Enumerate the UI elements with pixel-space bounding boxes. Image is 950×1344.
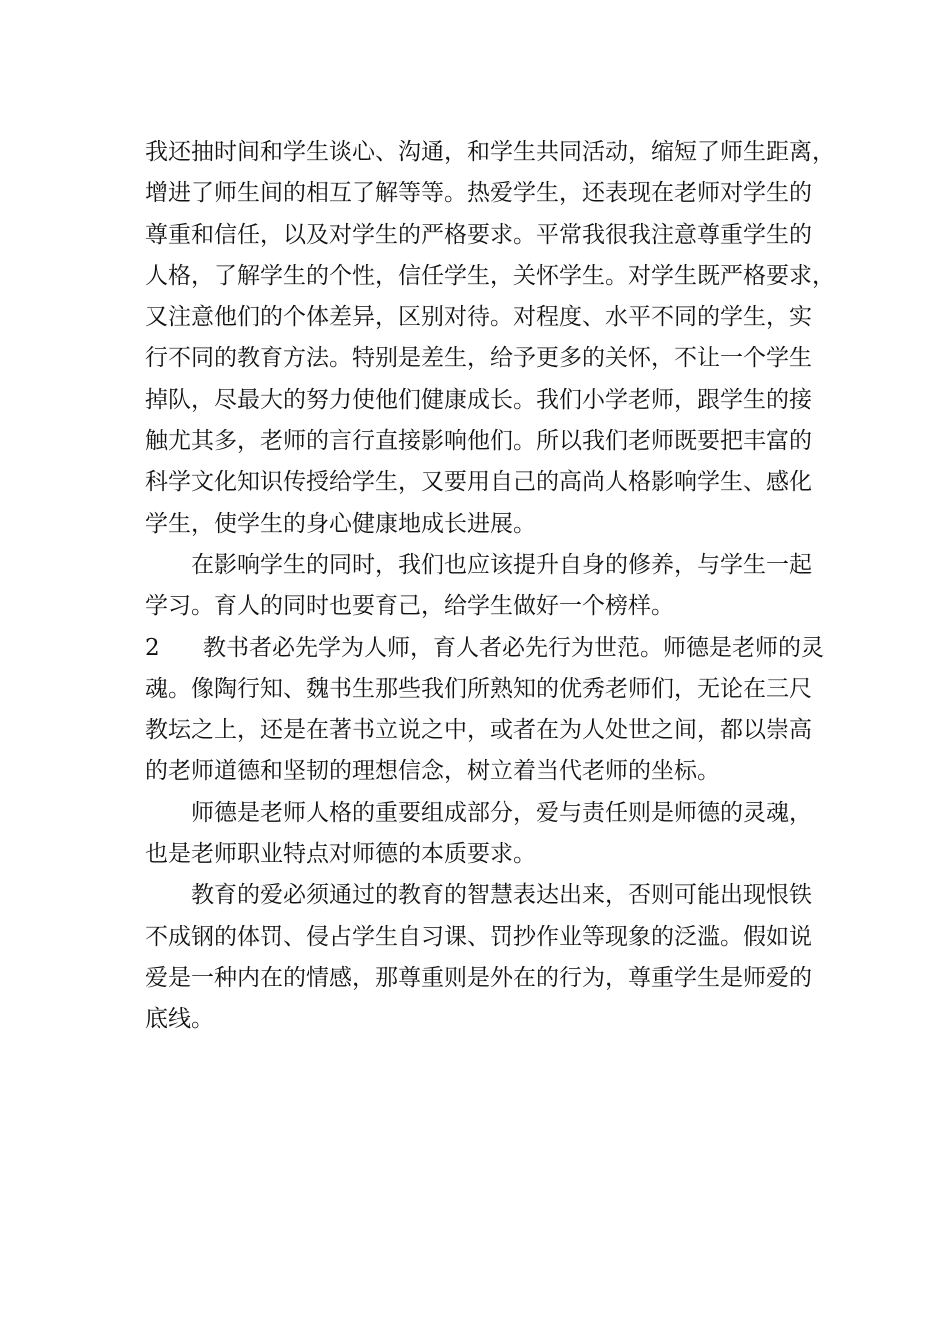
text-line: 不成钢的体罚、侵占学生自习课、罚抄作业等现象的泛滥。假如说 [145,923,812,950]
text-line: 教育的爱必须通过的教育的智慧表达出来，否则可能出现恨铁 [191,882,812,909]
text-line: 底线。 [145,1006,214,1033]
numbered-line [145,628,824,669]
text-line: 触尤其多，老师的言行直接影响他们。所以我们老师既要把丰富的 [145,428,812,455]
text-line: 又注意他们的个体差异，区别对待。对程度、水平不同的学生，实 [145,304,812,331]
paragraph-3 [145,628,824,793]
text-line: 掉队，尽最大的努力使他们健康成长。我们小学老师，跟学生的接 [145,386,812,413]
text-line: 爱是一种内在的情感，那尊重则是外在的行为，尊重学生是师爱的 [145,964,812,991]
text-line: 教书者必先学为人师，育人者必先行为世范。师德是老师的灵 [203,634,824,661]
paragraph-number: 2 [145,634,160,661]
text-line: 的老师道德和坚韧的理想信念，树立着当代老师的坐标。 [145,758,720,785]
text-line: 也是老师职业特点对师德的本质要求。 [145,841,536,868]
text-line: 人格，了解学生的个性，信任学生，关怀学生。对学生既严格要求， [145,262,835,289]
text-line: 我还抽时间和学生谈心、沟通，和学生共同活动，缩短了师生距离， [145,139,835,165]
paragraph-2 [145,545,815,628]
text-line: 行不同的教育方法。特别是差生，给予更多的关怀，不让一个学生 [145,345,812,372]
text-line: 在影响学生的同时，我们也应该提升自身的修养，与学生一起 [191,551,812,578]
paragraph-4 [145,793,815,876]
text-line: 科学文化知识传授给学生，又要用自己的高尚人格影响学生、感化 [145,469,812,496]
document-body [145,132,835,1041]
paragraph-5 [145,875,815,1040]
paragraph-1 [145,132,835,545]
text-line: 学生，使学生的身心健康地成长进展。 [145,510,536,537]
text-line: 师德是老师人格的重要组成部分，爱与责任则是师德的灵魂， [191,799,812,826]
text-line: 尊重和信任，以及对学生的严格要求。平常我很我注意尊重学生的 [145,221,812,248]
text-line: 魂。像陶行知、魏书生那些我们所熟知的优秀老师们，无论在三尺 [145,675,812,702]
text-line: 教坛之上，还是在著书立说之中，或者在为人处世之间，都以崇高 [145,717,812,744]
text-line: 增进了师生间的相互了解等等。热爱学生，还表现在老师对学生的 [145,180,812,207]
text-line: 学习。育人的同时也要育己，给学生做好一个榜样。 [145,593,674,620]
